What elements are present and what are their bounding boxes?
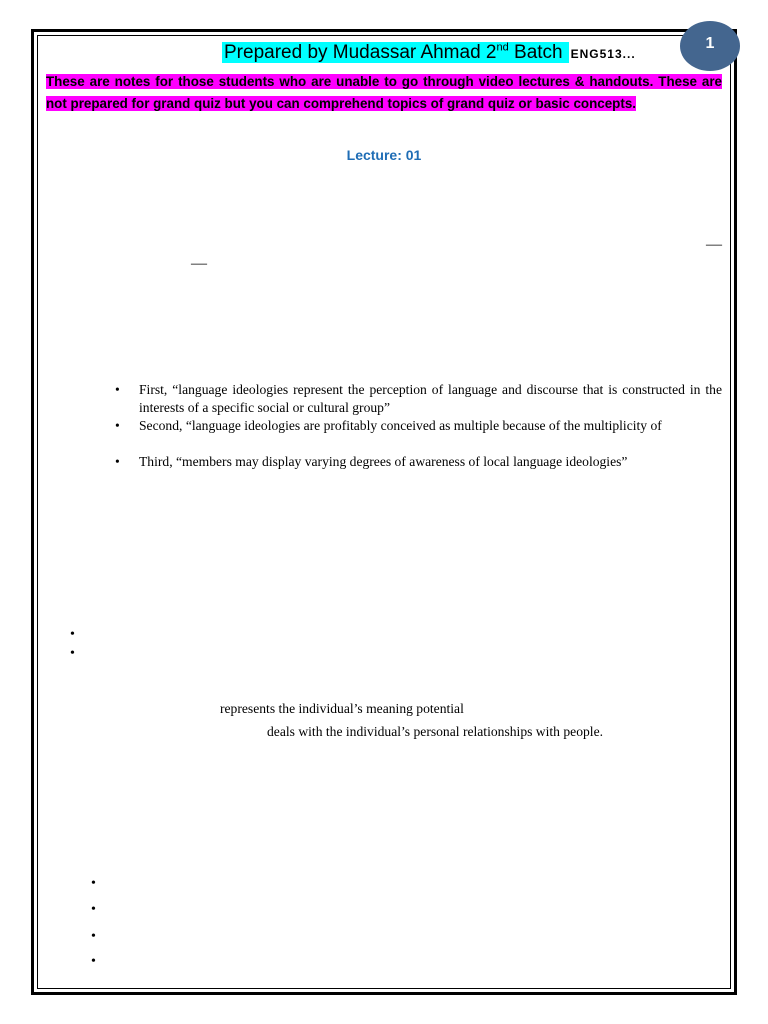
list-item: • Second, “language ideologies are profitably conceived as multiple because of the multiplicity of bbox=[139, 417, 722, 435]
dash-mark: — bbox=[191, 255, 207, 272]
title-superscript: nd bbox=[496, 42, 509, 54]
title-main: Prepared by Mudassar Ahmad 2 bbox=[224, 42, 497, 64]
list-item: • First, “language ideologies represent the perception of language and discourse that is constructed in the interests of a specific social or cultural group” bbox=[139, 381, 722, 417]
meaning-potential-line: represents the individual’s meaning potential bbox=[220, 701, 464, 716]
notice-text: These are notes for those students who are unable to go through video lectures & handouts. These are not prepared for grand quiz but you can comprehend topics of grand quiz or basic concepts. bbox=[46, 74, 722, 111]
list-item: • Third, “members may display varying degrees of awareness of local language ideologies” bbox=[139, 453, 722, 471]
lecture-heading: Lecture: 01 bbox=[346, 147, 422, 163]
bullet-mark: • bbox=[91, 876, 96, 891]
page-border-inner bbox=[37, 35, 731, 989]
bullet-mark: • bbox=[70, 627, 75, 642]
page-number: 1 bbox=[705, 35, 715, 52]
ideologies-list bbox=[139, 381, 722, 471]
bullet-mark: • bbox=[91, 929, 96, 944]
bullet-mark: • bbox=[91, 902, 96, 917]
bullet-mark: • bbox=[70, 646, 75, 661]
dash-mark: — bbox=[706, 236, 722, 253]
header bbox=[222, 42, 636, 64]
title-tail: Batch bbox=[508, 42, 563, 64]
bullet-mark: • bbox=[91, 954, 96, 969]
relationships-line: deals with the individual’s personal relationships with people. bbox=[267, 724, 604, 739]
course-code: ENG513... bbox=[570, 47, 636, 62]
page-title bbox=[222, 42, 569, 63]
page-number-badge bbox=[680, 21, 740, 71]
notice-paragraph bbox=[46, 71, 722, 114]
